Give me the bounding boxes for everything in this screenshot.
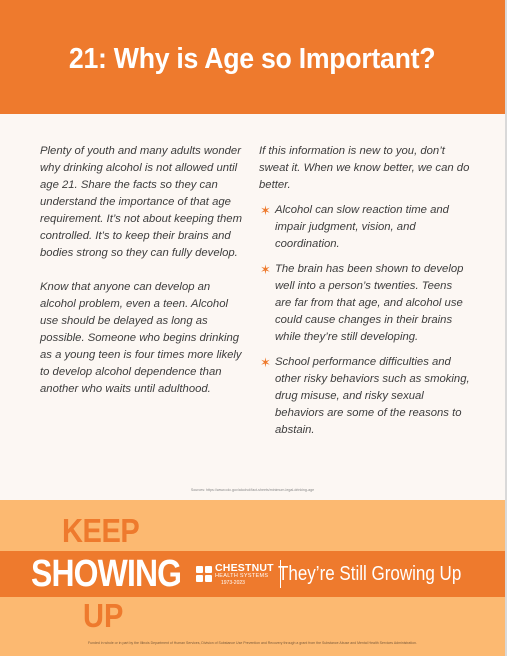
star-bullet-icon: ✶ [260, 203, 271, 218]
chestnut-logo [196, 556, 281, 592]
title-banner [0, 0, 505, 114]
logo-text [215, 563, 274, 586]
left-column [40, 143, 242, 398]
logo-years: 1973-2023 [221, 579, 245, 586]
logo-name: CHESTNUT [215, 561, 274, 574]
right-column [259, 143, 471, 447]
risk-paragraph: Know that anyone can develop an alcohol problem, even a teen. Alcohol use should be delayed as long as possible. Someone who begins drinking as a young teen is four times more likely to develop alcohol dependence than another who waits until adulthood. [40, 281, 242, 395]
list-item [259, 354, 471, 439]
logo-subtitle: HEALTH SYSTEMS [215, 573, 269, 579]
list-item-text: The brain has been shown to develop well into a person’s twenties. Teens are far from that age, and alcohol use could cause changes in their brains while they’re still developing. [275, 263, 464, 343]
page-title: 21: Why is Age so Important? [69, 42, 436, 75]
star-bullet-icon: ✶ [260, 262, 271, 277]
campaign-tagline: They’re Still Growing Up [278, 563, 462, 585]
campaign-word-up: UP [83, 597, 124, 634]
list-item-text: School performance difficulties and other risky behaviors such as smoking, drug misuse, and risky sexual behaviors are some of the reasons to abstain. [275, 356, 470, 436]
star-bullet-icon: ✶ [260, 355, 271, 370]
campaign-word-showing: SHOWING [31, 553, 182, 595]
campaign-word-keep: KEEP [62, 512, 140, 549]
list-item [259, 202, 471, 253]
right-intro-paragraph: If this information is new to you, don’t sweat it. When we know better, we can do better. [259, 145, 470, 191]
content-area [0, 114, 505, 500]
source-citation: Sources: https://www.cdc.gov/alcohol/fact-sheets/minimum-legal-drinking-age [190, 488, 315, 492]
list-item [259, 261, 471, 346]
funding-note: Funded in whole or in part by the Illinois Department of Human Services, Division of Substance Use Prevention and Recovery through a grant from the Substance Abuse and Mental Health Services Administration. [88, 641, 417, 645]
reasons-list [259, 202, 471, 439]
intro-paragraph: Plenty of youth and many adults wonder why drinking alcohol is not allowed until age 21. Share the facts so they can understand the importance of that age requirement. It’s not about keeping them controlled. It’s to keep their brains and bodies strong so they can fully develop. [40, 145, 243, 259]
list-item-text: Alcohol can slow reaction time and impair judgment, vision, and coordination. [275, 204, 449, 250]
chestnut-logo-icon [196, 566, 212, 582]
